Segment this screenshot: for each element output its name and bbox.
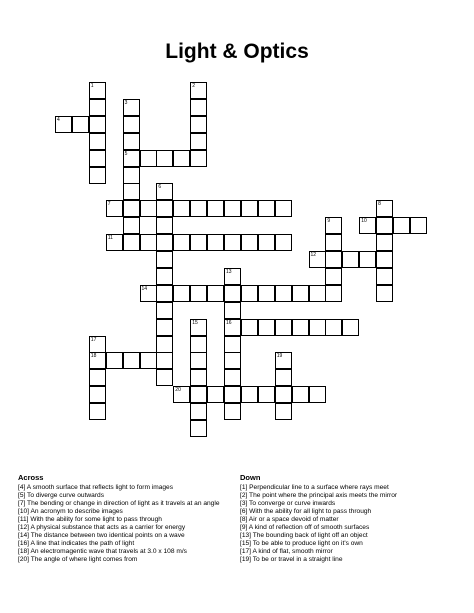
down-clue: [19] To be or travel in a straight line (240, 556, 343, 563)
grid-cell[interactable] (156, 369, 173, 386)
grid-cell[interactable] (224, 403, 241, 420)
down-clue: [2] The point where the principal axis meets the mirror (240, 492, 398, 499)
down-clue: [15] To be able to produce light on it's own (240, 540, 363, 547)
grid-cell[interactable] (190, 319, 207, 336)
grid-cell[interactable] (156, 200, 173, 217)
grid-cell[interactable] (89, 82, 106, 99)
grid-cell[interactable] (224, 352, 241, 369)
clue-number: 19 (276, 353, 283, 360)
grid-cell[interactable] (376, 285, 393, 302)
grid-cell[interactable] (123, 150, 140, 167)
grid-cell[interactable] (309, 386, 326, 403)
grid-cell[interactable] (325, 234, 342, 251)
grid-cell[interactable] (89, 386, 106, 403)
grid-cell[interactable] (275, 352, 292, 369)
grid-cell[interactable] (275, 369, 292, 386)
grid-cell[interactable] (173, 200, 190, 217)
clue-number: 18 (90, 353, 97, 360)
grid-cell[interactable] (190, 116, 207, 133)
grid-cell[interactable] (410, 217, 427, 234)
grid-cell[interactable] (123, 217, 140, 234)
clue-number: 11 (107, 235, 113, 242)
grid-cell[interactable] (123, 234, 140, 251)
grid-cell[interactable] (258, 285, 275, 302)
grid-cell[interactable] (89, 116, 106, 133)
grid-cell[interactable] (140, 150, 157, 167)
grid-cell[interactable] (190, 285, 207, 302)
grid-cell[interactable] (207, 386, 224, 403)
grid-cell[interactable] (241, 319, 258, 336)
clue-number: 6 (158, 184, 162, 191)
grid-cell[interactable] (106, 352, 123, 369)
clue-number: 9 (327, 218, 331, 225)
grid-cell[interactable] (173, 150, 190, 167)
grid-cell[interactable] (309, 319, 326, 336)
grid-cell[interactable] (325, 319, 342, 336)
grid-cell[interactable] (156, 336, 173, 353)
grid-cell[interactable] (190, 82, 207, 99)
grid-cell[interactable] (207, 234, 224, 251)
grid-cell[interactable] (156, 217, 173, 234)
grid-cell[interactable] (156, 234, 173, 251)
grid-cell[interactable] (258, 319, 275, 336)
down-heading: Down (240, 473, 261, 482)
grid-cell[interactable] (89, 369, 106, 386)
grid-cell[interactable] (190, 420, 207, 437)
grid-cell[interactable] (275, 234, 292, 251)
grid-cell[interactable] (156, 150, 173, 167)
grid-cell[interactable] (275, 386, 292, 403)
grid-cell[interactable] (207, 285, 224, 302)
clue-number: 13 (226, 268, 232, 275)
grid-cell[interactable] (224, 302, 241, 319)
grid-cell[interactable] (325, 217, 342, 234)
grid-cell[interactable] (190, 369, 207, 386)
grid-cell[interactable] (224, 336, 241, 353)
grid-cell[interactable] (140, 200, 157, 217)
grid-cell[interactable] (140, 352, 157, 369)
across-clue: [4] A smooth surface that reflects light to form images (18, 484, 174, 491)
grid-cell[interactable] (156, 319, 173, 336)
grid-cell[interactable] (190, 133, 207, 150)
down-clue: [1] Perpendicular line to a surface where rays meet (240, 484, 389, 491)
grid-cell[interactable] (325, 251, 342, 268)
across-clue: [12] A physical substance that acts as a carrier for energy (18, 524, 186, 531)
grid-cell[interactable] (190, 200, 207, 217)
grid-cell[interactable] (376, 217, 393, 234)
grid-cell[interactable] (342, 251, 359, 268)
clue-number: 12 (310, 252, 317, 258)
clue-number: 4 (57, 116, 60, 123)
grid-cell[interactable] (190, 150, 207, 167)
grid-cell[interactable] (173, 285, 190, 302)
grid-cell[interactable] (190, 336, 207, 353)
grid-cell[interactable] (72, 116, 89, 133)
grid-cell[interactable] (207, 200, 224, 217)
clue-number: 20 (175, 387, 181, 394)
grid-cell[interactable] (258, 234, 275, 251)
grid-cell[interactable] (89, 167, 106, 184)
grid-cell[interactable] (190, 234, 207, 251)
clue-number: 5 (124, 150, 128, 157)
across-clue: [20] The angle of where light comes from (18, 556, 138, 563)
grid-cell[interactable] (89, 403, 106, 420)
across-clue: [18] An electromagentic wave that travels at 3.0 x 108 m/s (18, 548, 187, 555)
grid-cell[interactable] (123, 183, 140, 200)
grid-cell[interactable] (224, 386, 241, 403)
grid-cell[interactable] (224, 285, 241, 302)
grid-cell[interactable] (292, 386, 309, 403)
clue-number: 17 (90, 336, 97, 343)
grid-cell[interactable] (325, 268, 342, 285)
down-clues (240, 474, 455, 564)
grid-cell[interactable] (275, 403, 292, 420)
grid-cell[interactable] (123, 133, 140, 150)
grid-cell[interactable] (89, 133, 106, 150)
grid-cell[interactable] (190, 352, 207, 369)
grid-cell[interactable] (156, 302, 173, 319)
grid-cell[interactable] (123, 116, 140, 133)
grid-cell[interactable] (275, 200, 292, 217)
grid-cell[interactable] (224, 268, 241, 285)
grid-cell[interactable] (224, 200, 241, 217)
grid-cell[interactable] (89, 352, 106, 369)
clue-number: 7 (107, 201, 111, 208)
grid-cell[interactable] (55, 116, 72, 133)
grid-cell[interactable] (173, 234, 190, 251)
grid-cell[interactable] (89, 99, 106, 116)
grid-cell[interactable] (106, 200, 123, 217)
grid-cell[interactable] (292, 319, 309, 336)
grid-cell[interactable] (376, 200, 393, 217)
across-clue: [7] The bending or change in direction of light as it travels at an angle (18, 500, 220, 507)
grid-cell[interactable] (376, 234, 393, 251)
grid-cell[interactable] (359, 251, 376, 268)
across-clue: [16] A line that indicates the path of light (18, 540, 135, 547)
grid-cell[interactable] (123, 200, 140, 217)
grid-cell[interactable] (156, 183, 173, 200)
grid-cell[interactable] (258, 386, 275, 403)
grid-cell[interactable] (359, 217, 376, 234)
down-clue: [13] The bounding back of light off an object (240, 532, 368, 539)
grid-cell[interactable] (156, 268, 173, 285)
across-clue: [11] With the ability for some light to pass through (18, 516, 162, 523)
grid-cell[interactable] (342, 319, 359, 336)
grid-cell[interactable] (258, 200, 275, 217)
down-clue: [9] A kind of reflection off of smooth surfaces (240, 524, 370, 531)
grid-cell[interactable] (275, 319, 292, 336)
grid-cell[interactable] (190, 99, 207, 116)
grid-cell[interactable] (89, 336, 106, 353)
grid-cell[interactable] (376, 251, 393, 268)
puzzle-title: Light & Optics (165, 40, 309, 63)
grid-cell[interactable] (224, 234, 241, 251)
clue-number: 14 (141, 285, 148, 292)
grid-cell[interactable] (376, 268, 393, 285)
down-clue: [17] A kind of flat, smooth mirror (240, 548, 333, 555)
grid-cell[interactable] (190, 386, 207, 403)
grid-cell[interactable] (89, 150, 106, 167)
grid-cell[interactable] (309, 251, 326, 268)
across-clue: [5] To diverge curve outwards (18, 492, 105, 499)
down-clue: [8] Air or a space devoid of matter (240, 516, 339, 523)
grid-cell[interactable] (241, 234, 258, 251)
across-clues (18, 474, 228, 564)
clue-number: 8 (378, 201, 381, 208)
grid-cell[interactable] (275, 285, 292, 302)
clue-number: 10 (361, 218, 367, 225)
down-clue: [3] To converge or curve inwards (240, 500, 336, 507)
grid-cell[interactable] (325, 285, 342, 302)
across-clue: [14] The distance between two identical points on a wave (18, 532, 185, 539)
down-clue: [6] With the ability for all light to pass through (240, 508, 372, 515)
grid-cell[interactable] (156, 352, 173, 369)
across-clue: [10] An acronym to describe images (18, 508, 123, 515)
grid-cell[interactable] (123, 352, 140, 369)
clue-number: 1 (90, 83, 94, 89)
grid-cell[interactable] (140, 285, 157, 302)
grid-cell[interactable] (241, 386, 258, 403)
grid-cell[interactable] (224, 369, 241, 386)
grid-cell[interactable] (190, 403, 207, 420)
grid-cell[interactable] (224, 319, 241, 336)
clue-number: 3 (124, 99, 128, 106)
grid-cell[interactable] (156, 285, 173, 302)
grid-cell[interactable] (241, 285, 258, 302)
grid-cell[interactable] (140, 234, 157, 251)
grid-cell[interactable] (156, 251, 173, 268)
grid-cell[interactable] (106, 234, 123, 251)
grid-cell[interactable] (241, 200, 258, 217)
across-heading: Across (18, 473, 44, 482)
grid-cell[interactable] (173, 386, 190, 403)
clue-number: 2 (192, 83, 195, 89)
clue-number: 15 (192, 319, 198, 326)
grid-cell[interactable] (292, 285, 309, 302)
grid-cell[interactable] (393, 217, 410, 234)
clue-number: 16 (226, 319, 232, 326)
grid-cell[interactable] (123, 99, 140, 116)
grid-cell[interactable] (123, 167, 140, 184)
grid-cell[interactable] (309, 285, 326, 302)
